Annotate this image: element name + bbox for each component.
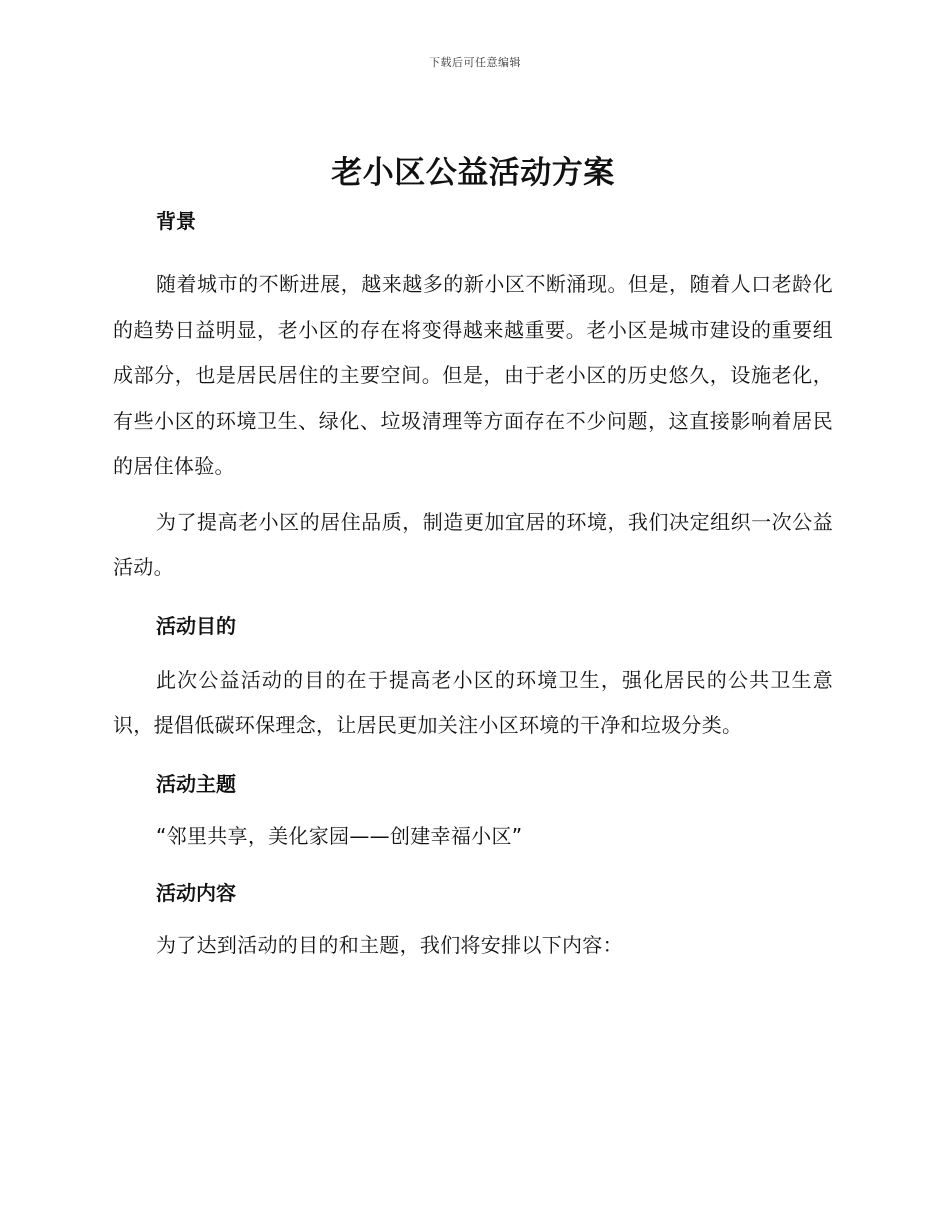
paragraph-background-2: 为了提高老小区的居住品质，制造更加宜居的环境，我们决定组织一次公益活动。 <box>113 509 833 579</box>
section-heading-content: 活动内容 <box>156 881 236 905</box>
paragraph-theme: “邻里共享，美化家园——创建幸福小区” <box>156 823 523 848</box>
page-header-note: 下载后可任意编辑 <box>429 56 521 69</box>
paragraph-content: 为了达到活动的目的和主题，我们将安排以下内容： <box>156 933 623 957</box>
section-heading-purpose: 活动目的 <box>156 613 236 638</box>
paragraph-background-1: 随着城市的不断进展，越来越多的新小区不断涌现。但是，随着人口老龄化的趋势日益明显，老小区的存在将变得越来越重要。老小区是城市建设的重要组成部分，也是居民居住的主要空间。但是，由于老小区的历史悠久，设施老化，有些小区的环境卫生、绿化、垃圾清理等方面存在不少问题，这直接影响着居民的居住体验。 <box>113 272 833 478</box>
document-body <box>113 150 833 969</box>
section-heading-theme: 活动主题 <box>156 771 236 796</box>
document-title: 老小区公益活动方案 <box>331 155 615 191</box>
section-heading-background: 背景 <box>156 209 196 233</box>
paragraph-purpose: 此次公益活动的目的在于提高老小区的环境卫生，强化居民的公共卫生意识，提倡低碳环保理念，让居民更加关注小区环境的干净和垃圾分类。 <box>113 667 833 737</box>
